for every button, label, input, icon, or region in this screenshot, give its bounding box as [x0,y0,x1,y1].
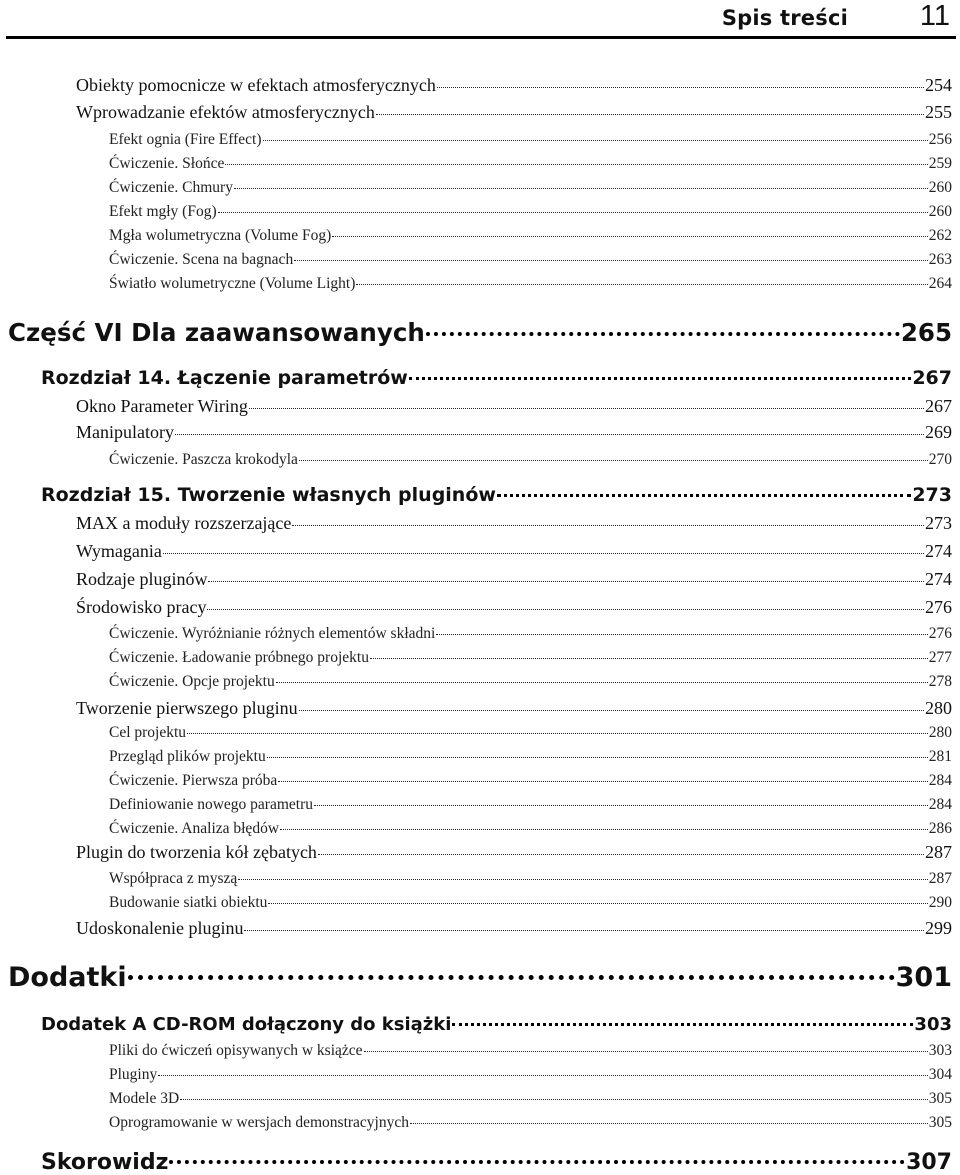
toc-entry[interactable] [41,1150,952,1175]
dot-leader [452,1023,913,1026]
dot-leader [278,781,927,782]
toc-entry[interactable] [109,275,952,293]
toc-entry-title: Obiekty pomocnicze w efektach atmosferycznych [76,75,436,95]
toc-entry-page: 273 [912,484,952,506]
dot-leader [356,284,927,285]
toc-entry-title: Ćwiczenie. Chmury [109,179,233,196]
toc-entry-title: Budowanie siatki obiektu [109,894,268,911]
toc-entry-page: 255 [925,102,952,122]
toc-entry-page: 284 [928,772,952,789]
toc-entry[interactable] [109,203,952,221]
toc-entry-title: Okno Parameter Wiring [76,396,248,416]
toc-entry-title: Światło wolumetryczne (Volume Light) [109,275,356,292]
toc-entry[interactable] [109,179,952,197]
toc-entry-page: 276 [925,597,952,617]
dot-leader [292,525,924,526]
toc-entry-page: 280 [928,724,952,741]
toc-entry-page: 256 [928,131,952,148]
toc-entry[interactable] [109,251,952,269]
dot-leader [263,140,928,141]
toc-entry-page: 276 [928,625,952,642]
toc-entry[interactable] [76,698,952,719]
dot-leader [163,553,924,554]
toc-entry-title: Oprogramowanie w wersjach demonstracyjnych [109,1114,409,1131]
dot-leader [314,805,928,806]
dot-leader [267,757,928,758]
toc-entry-page: 267 [925,396,952,416]
toc-entry[interactable] [109,1066,952,1084]
toc-entry-page: 304 [928,1066,952,1083]
toc-entry[interactable] [76,102,952,123]
toc-entry[interactable] [109,649,952,667]
toc-entry[interactable] [76,513,952,534]
toc-entry[interactable] [76,842,952,863]
toc-entry-page: 263 [928,251,952,268]
toc-entry[interactable] [76,396,952,417]
toc-entry-title: Udoskonalenie pluginu [76,918,244,938]
toc-entry-title: Część VI Dla zaawansowanych [8,318,425,347]
dot-leader [426,332,900,336]
dot-leader [244,930,924,931]
toc-entry-title: Współpraca z myszą [109,870,238,887]
toc-entry-title: Ćwiczenie. Pierwsza próba [109,772,278,789]
dot-leader [370,658,928,659]
toc-entry-title: Rozdział 14. Łączenie parametrów [41,367,408,389]
dot-leader [187,733,928,734]
toc-entry-page: 303 [914,1014,952,1035]
toc-entry-title: Modele 3D [109,1090,180,1107]
toc-entry-title: Ćwiczenie. Analiza błędów [109,820,280,837]
toc-entry[interactable] [109,894,952,912]
toc-entry[interactable] [76,918,952,939]
dot-leader [376,114,924,115]
toc-entry-title: Ćwiczenie. Paszcza krokodyla [109,451,298,468]
dot-leader [410,1123,928,1124]
toc-entry-title: Mgła wolumetryczna (Volume Fog) [109,227,332,244]
toc-entry-page: 260 [928,179,952,196]
dot-leader [409,377,912,380]
toc-entry[interactable] [109,724,952,742]
dot-leader [249,408,924,409]
toc-entry[interactable] [41,367,952,389]
toc-entry-page: 269 [925,422,952,442]
toc-entry-page: 284 [928,796,952,813]
toc-entry[interactable] [109,155,952,173]
toc-entry[interactable] [109,625,952,643]
toc-entry-title: MAX a moduły rozszerzające [76,513,292,533]
toc-entry-title: Ćwiczenie. Scena na bagnach [109,251,294,268]
toc-entry-title: Ćwiczenie. Wyróżnianie różnych elementów składni [109,625,436,642]
toc-entry-page: 281 [928,748,952,765]
toc-entry-page: 262 [928,227,952,244]
toc-entry-page: 303 [928,1042,952,1059]
toc-entry-page: 305 [928,1114,952,1131]
dot-leader [180,1099,928,1100]
dot-leader [332,236,927,237]
toc-entry-title: Środowisko pracy [76,597,207,617]
dot-leader [437,87,924,88]
toc-entry[interactable] [109,870,952,888]
toc-entry[interactable] [76,569,952,590]
page-number: 11 [919,0,950,32]
toc-entry-page: 254 [925,75,952,95]
toc-entry-page: 264 [928,275,952,292]
toc-entry-page: 277 [928,649,952,666]
toc-entry[interactable] [109,1042,952,1060]
toc-entry-title: Efekt ognia (Fire Effect) [109,131,262,148]
dot-leader [436,634,927,635]
toc-entry-title: Definiowanie nowego parametru [109,796,314,813]
toc-entry-page: 290 [928,894,952,911]
dot-leader [299,460,928,461]
toc-entry[interactable] [76,541,952,562]
dot-leader [238,879,928,880]
toc-entry-page: 287 [928,870,952,887]
toc-entry-title: Ćwiczenie. Słońce [109,155,225,172]
toc-entry-page: 305 [928,1090,952,1107]
toc-entry-title: Manipulatory [76,422,174,442]
toc-entry-page: 270 [928,451,952,468]
dot-leader [207,609,924,610]
toc-entry-title: Cel projektu [109,724,187,741]
page-header [6,0,956,39]
toc-entry-title: Wprowadzanie efektów atmosferycznych [76,102,375,122]
toc-entry[interactable] [109,820,952,838]
toc-entry-title: Pluginy [109,1066,158,1083]
toc-entry[interactable] [41,1014,952,1035]
toc-entry-page: 273 [925,513,952,533]
toc-entry[interactable] [109,748,952,766]
toc-entry[interactable] [41,484,952,506]
toc-entry-title: Tworzenie pierwszego pluginu [76,698,298,718]
toc-entry-title: Ćwiczenie. Opcje projektu [109,673,275,690]
toc-entry-page: 265 [900,318,952,347]
dot-leader [175,434,924,435]
toc-entry-page: 280 [925,698,952,718]
dot-leader [299,710,924,711]
dot-leader [497,494,911,497]
toc-entry-title: Dodatek A CD-ROM dołączony do książki [41,1014,452,1035]
toc-entry-page: 267 [912,367,952,389]
dot-leader [208,581,924,582]
toc-entry-page: 307 [906,1150,952,1175]
dot-leader [218,212,928,213]
toc-entry-page: 278 [928,673,952,690]
dot-leader [268,903,927,904]
section-title: Spis treści [721,6,848,30]
toc-entry[interactable] [8,318,952,347]
toc-entry-page: 287 [925,842,952,862]
toc-entry[interactable] [109,673,952,691]
toc-entry-title: Skorowidz [41,1150,169,1175]
dot-leader [318,854,924,855]
toc-entry[interactable] [109,772,952,790]
toc-entry-title: Przegląd plików projektu [109,748,266,765]
toc-entry[interactable] [76,597,952,618]
toc-entry[interactable] [8,962,952,993]
toc-entry[interactable] [109,1090,952,1108]
toc-entry-title: Pliki do ćwiczeń opisywanych w książce [109,1042,363,1059]
toc-entry[interactable] [109,451,952,469]
toc-entry[interactable] [76,75,952,96]
dot-leader [294,260,928,261]
toc-entry[interactable] [109,1114,952,1132]
toc-entry-page: 259 [928,155,952,172]
toc-entry-page: 274 [925,569,952,589]
toc-entry-page: 286 [928,820,952,837]
toc-entry-page: 301 [895,962,952,993]
toc-entry-title: Rodzaje pluginów [76,569,208,589]
toc-entry-title: Wymagania [76,541,162,561]
dot-leader [234,188,928,189]
dot-leader [364,1051,928,1052]
toc-entry-page: 260 [928,203,952,220]
toc-entry-title: Ćwiczenie. Ładowanie próbnego projektu [109,649,369,666]
toc-entry-title: Efekt mgły (Fog) [109,203,217,220]
toc-entry-title: Plugin do tworzenia kół zębatych [76,842,317,862]
toc-entry-title: Rozdział 15. Tworzenie własnych pluginów [41,484,496,506]
toc-entry[interactable] [109,227,952,245]
dot-leader [276,682,928,683]
toc-entry-title: Dodatki [8,962,127,993]
toc-entry-page: 274 [925,541,952,561]
toc-entry[interactable] [109,131,952,149]
dot-leader [280,829,928,830]
dot-leader [225,164,927,165]
dot-leader [169,1160,905,1164]
dot-leader [158,1075,928,1076]
toc-entry-page: 299 [925,918,952,938]
dot-leader [128,975,895,980]
toc-entry[interactable] [76,422,952,443]
toc-entry[interactable] [109,796,952,814]
